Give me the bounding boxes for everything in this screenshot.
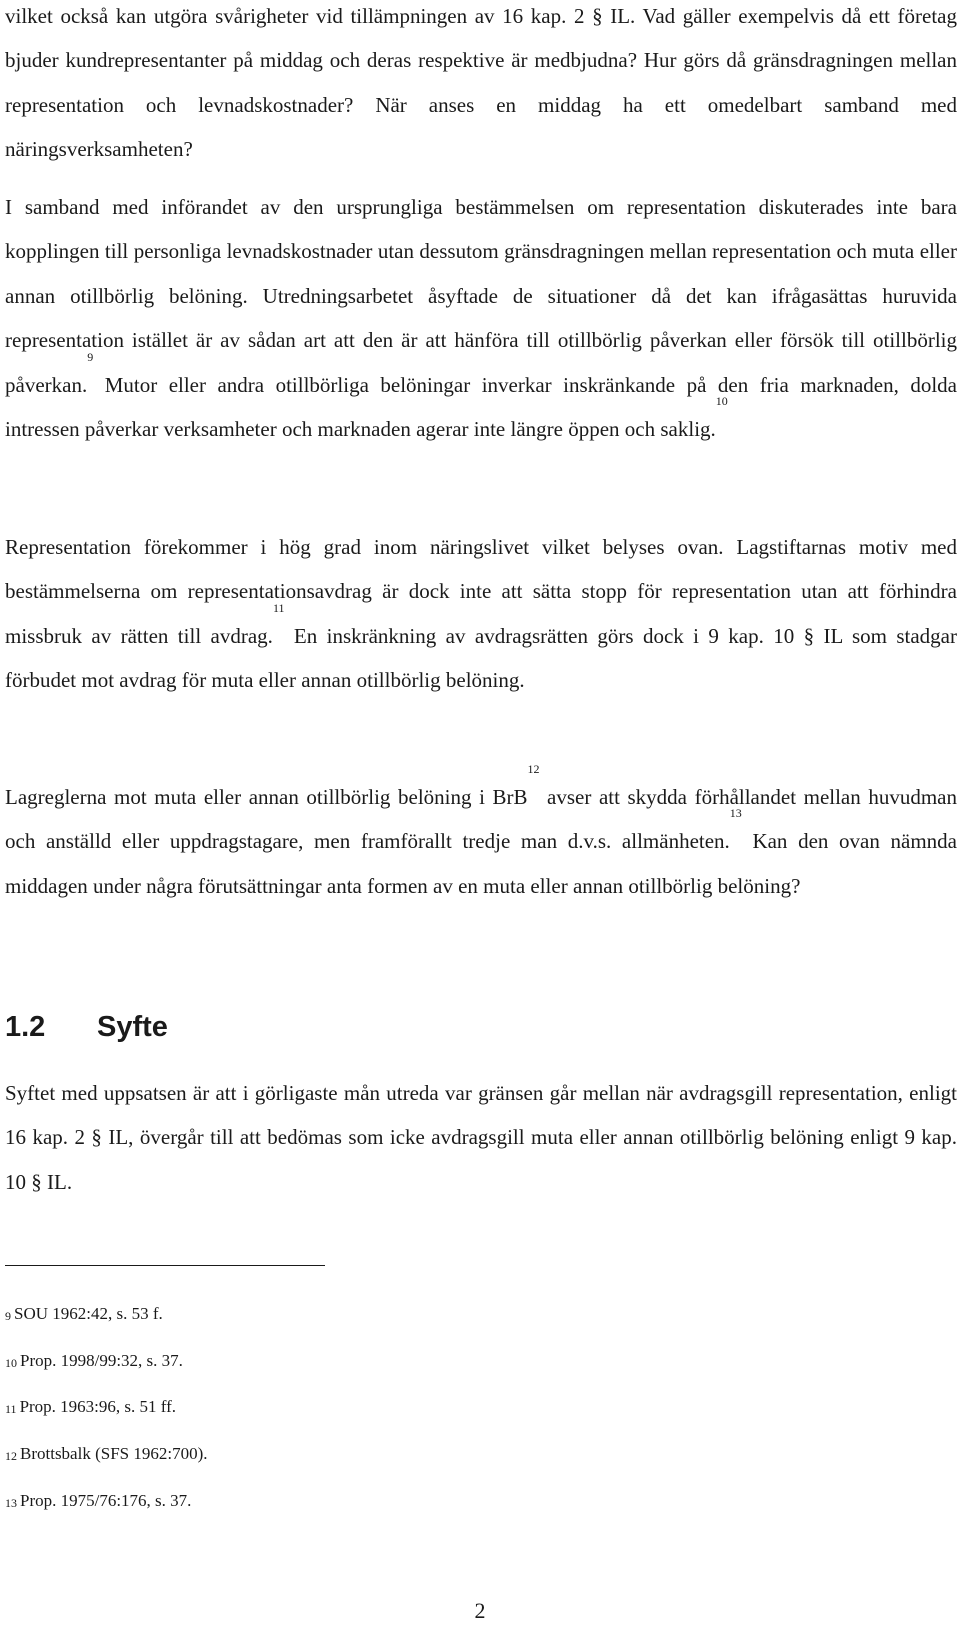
footnote-number: 13	[5, 1496, 17, 1510]
section-number: 1.2	[5, 1011, 46, 1043]
footnote-number: 12	[5, 1449, 17, 1463]
footnote-ref[interactable]: 11	[272, 600, 285, 615]
paragraph-text: Mutor eller andra otillbörliga belöningar inverkar inskränkande på den fria marknaden, dolda intressen påverkar verksamheter och marknaden agerar inte längre öppen och saklig.	[5, 372, 957, 442]
footnote-number: 11	[5, 1402, 17, 1416]
body-paragraph: Syftet med uppsatsen är att i görligaste mån utreda var gränsen går mellan när avdragsgill representation, enligt 16 kap. 2 § IL, övergår till att bedömas som icke avdragsgill muta eller annan otillbörlig belöning enligt 9 kap. 10 § IL.	[5, 1081, 957, 1194]
footnote	[5, 1303, 163, 1325]
page-number: 2	[474, 1598, 486, 1623]
footnote	[5, 1396, 176, 1418]
footnote-text: Prop. 1963:96, s. 51 ff.	[19, 1397, 177, 1416]
paragraph-text: Lagreglerna mot muta eller annan otillbörlig belöning i BrB	[5, 785, 528, 809]
footnote-text: Brottsbalk (SFS 1962:700).	[20, 1444, 208, 1463]
footnote-number: 9	[5, 1309, 11, 1323]
footnote-text: SOU 1962:42, s. 53 f.	[14, 1304, 163, 1323]
footnote-ref[interactable]: 9	[87, 349, 94, 364]
footnote	[5, 1350, 183, 1372]
paragraph-text: I samband med införandet av den ursprungliga bestämmelsen om representation diskuterades inte bara kopplingen till personliga levnadskostnader utan dessutom gränsdragningen mellan representation och muta eller annan otillbörlig belöning. Utredningsarbetet åsyftade de situationer då det kan ifrågasättas huruvida representation istället är av sådan art att den är att hänföra till otillbörlig påverkan eller försök till otillbörlig påverkan.	[5, 195, 957, 397]
paragraph-text: En inskränkning av avdragsrätten görs dock i 9 kap. 10 § IL som stadgar förbudet mot avdrag för muta eller annan otillbörlig belöning.	[5, 623, 958, 693]
footnote-ref[interactable]: 13	[729, 806, 742, 821]
footnote-ref[interactable]: 12	[527, 762, 540, 776]
footnote	[5, 1490, 191, 1512]
body-paragraph: vilket också kan utgöra svårigheter vid tillämpningen av 16 kap. 2 § IL. Vad gäller exempelvis då ett företag bjuder kundrepresentanter på middag och deras respektive är medbjudna? Hur görs då gränsdragningen mellan representation och levnadskostnader? När anses en middag ha ett omedelbart samband med näringsverksamheten?	[5, 4, 957, 162]
footnote-separator	[5, 1265, 325, 1266]
section-heading	[5, 1009, 168, 1045]
paragraph-text: Kan den ovan nämnda middagen under några förutsättningar anta formen av en muta eller annan otillbörlig belöning?	[5, 829, 957, 898]
paragraph-text: Representation förekommer i hög grad inom näringslivet vilket belyses ovan. Lagstiftarnas motiv med bestämmelserna om representationsavdrag är dock inte att sätta stopp för representation utan att förhindra missbruk av rätten till avdrag.	[5, 535, 957, 648]
body-paragraph	[5, 525, 957, 703]
body-paragraph	[5, 185, 957, 451]
body-paragraph	[5, 762, 957, 908]
paragraph-text: avser att skydda förhållandet mellan huvudman och anställd eller uppdragstagare, men framförallt tredje man d.v.s. allmänheten.	[5, 785, 957, 854]
footnote-ref[interactable]: 10	[715, 394, 728, 409]
footnote	[5, 1443, 208, 1465]
footnote-number: 10	[5, 1356, 17, 1370]
section-title: Syfte	[97, 1011, 168, 1043]
footnote-text: Prop. 1998/99:32, s. 37.	[20, 1351, 183, 1370]
footnote-text: Prop. 1975/76:176, s. 37.	[20, 1491, 192, 1510]
